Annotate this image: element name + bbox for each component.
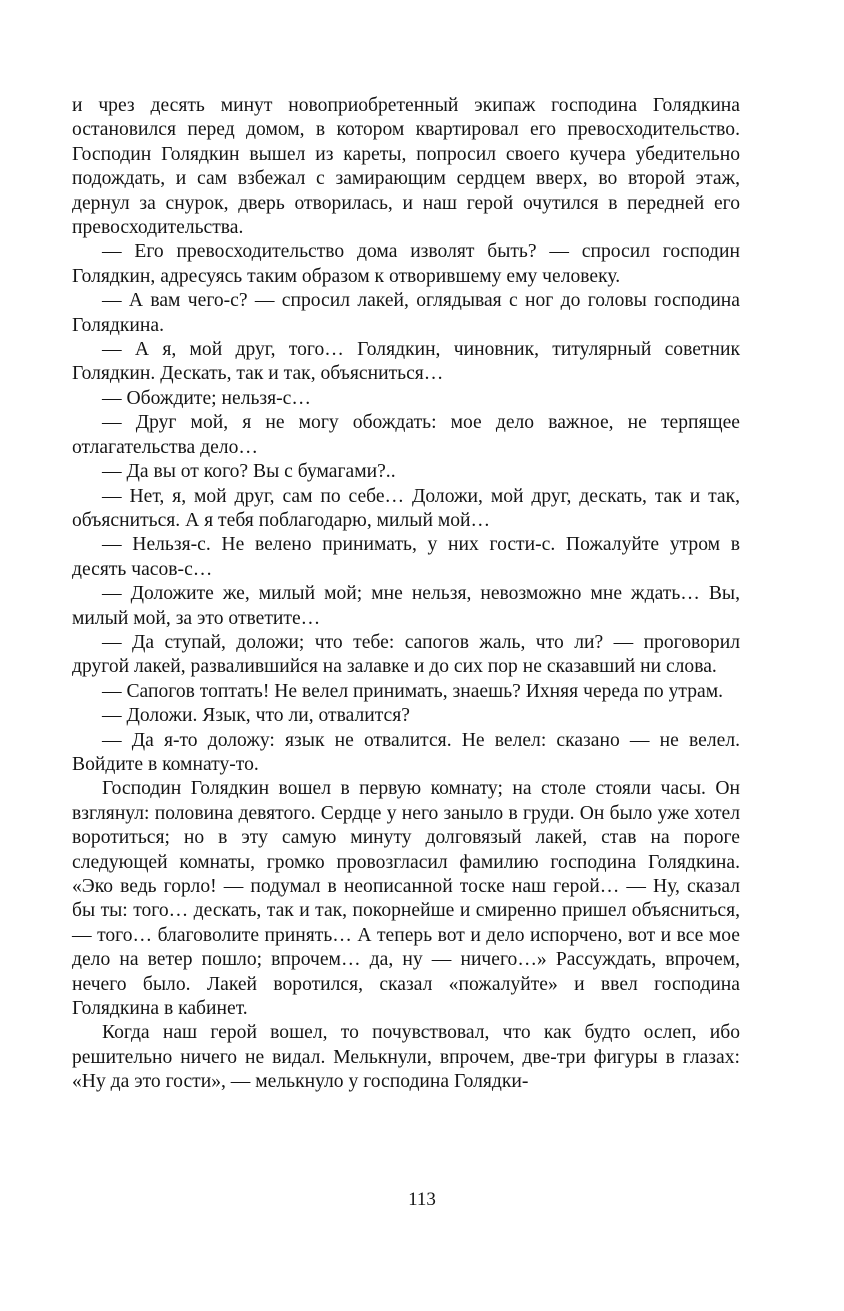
paragraph-6: — Друг мой, я не могу обождать: мое дело важное, не терпящее отлагательства дело… xyxy=(72,412,740,458)
paragraph-15: Господин Голядкин вошел в первую комнату; на столе стояли часы. Он взглянул: половина девятого. Сердце у него заныло в груди. Он было уже хотел воротиться; но в эту самую минуту долговязый лакей, став на пороге следующей комнаты, громко провозгласил фамилию господина Голядкина. «Эко ведь горло! — подумал в неописанной тоске наш герой… — Ну, сказал бы ты: того… дескать, так и так, покорнейше и смиренно пришел объясниться, — того… благоволите принять… А теперь вот и дело испорчено, вот и все мое дело на ветер пошло; впрочем… да, ну — ничего…» Рассуждать, впрочем, нечего было. Лакей воротился, сказал «пожалуйте» и ввел господина Голядкина в кабинет. xyxy=(72,778,740,1020)
paragraph-11: — Да ступай, доложи; что тебе: сапогов жаль, что ли? — проговорил другой лакей, развалившийся на залавке и до сих пор не сказавший ни слова. xyxy=(72,631,740,678)
paragraph-7: — Да вы от кого? Вы с бумагами?.. xyxy=(102,461,396,483)
paragraph-12: — Сапогов топтать! Не велел принимать, знаешь? Ихняя череда по утрам. xyxy=(102,680,724,702)
page-number: 113 xyxy=(408,1189,436,1210)
paragraph-14: — Да я-то доложу: язык не отвалится. Не велел: сказано — не велел. Войдите в комнату-то. xyxy=(72,729,740,775)
paragraph-2: — Его превосходительство дома изволят быть? — спросил господин Голядкин, адресуясь таким образом к отворившему ему человеку. xyxy=(72,241,740,287)
paragraph-4: — А я, мой друг, того… Голядкин, чиновник, титулярный советник Голядкин. Дескать, так и так, объясниться… xyxy=(72,339,740,385)
page-text-block xyxy=(72,94,740,1095)
paragraph-16: Когда наш герой вошел, то почувствовал, что как будто ослеп, ибо решительно ничего не видал. Мелькнули, впрочем, две-три фигуры в глазах: «Ну да это гости», — мелькнуло у господина Голядки- xyxy=(72,1022,740,1093)
paragraph-8: — Нет, я, мой друг, сам по себе… Доложи, мой друг, дескать, так и так, объясниться. А я тебя поблагодарю, милый мой… xyxy=(72,485,740,531)
paragraph-5: — Обождите; нельзя-с… xyxy=(102,387,311,409)
paragraph-3: — А вам чего-с? — спросил лакей, оглядывая с ног до головы господина Голядкина. xyxy=(72,290,740,336)
paragraph-13: — Доложи. Язык, что ли, отвалится? xyxy=(102,705,410,727)
paragraph-9: — Нельзя-с. Не велено принимать, у них гости-с. Пожалуйте утром в десять часов-с… xyxy=(72,534,740,580)
paragraph-1: и чрез десять минут новоприобретенный экипаж господина Голядкина остановился перед домом, в котором квартировал его превосходительство. Господин Голядкин вышел из кареты, попросил своего кучера убедительно подождать, и сам взбежал с замирающим сердцем вверх, во второй этаж, дернул за снурок, дверь отворилась, и наш герой очутился в передней его превосходительства. xyxy=(72,95,740,239)
paragraph-10: — Доложите же, милый мой; мне нельзя, невозможно мне ждать… Вы, милый мой, за это ответите… xyxy=(72,583,740,629)
